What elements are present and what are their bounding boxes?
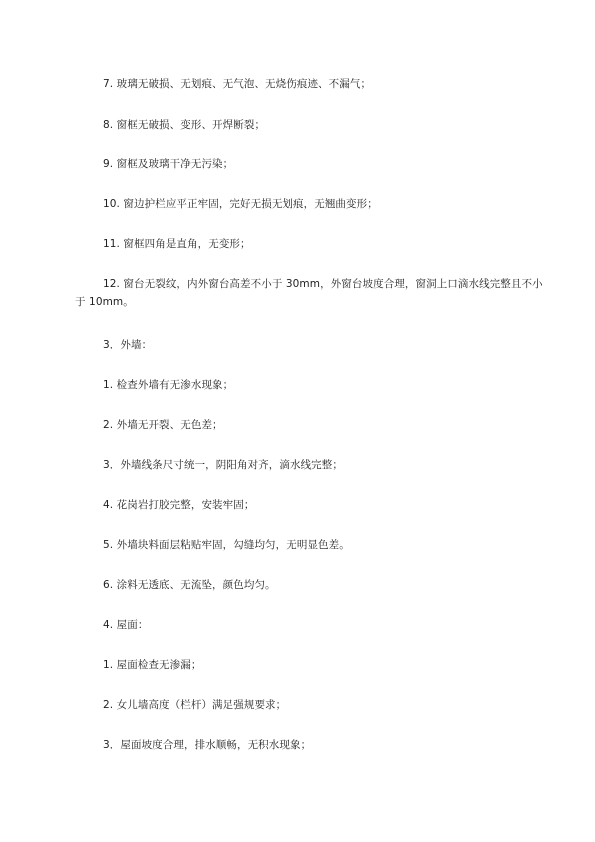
roof-item-3: 3．屋面坡度合理，排水顺畅，无积水现象；: [103, 739, 312, 751]
roof-item-1: 1. 屋面检查无渗漏；: [103, 659, 202, 671]
section-heading-exterior-wall: 3．外墙：: [103, 339, 153, 351]
list-item-8: 8. 窗框无破损、变形、开焊断裂；: [103, 119, 266, 131]
exterior-wall-item-6: 6. 涂料无透底、无流坠，颜色均匀。: [103, 579, 276, 591]
section-heading-roof: 4. 屋面：: [103, 619, 149, 631]
exterior-wall-item-1: 1. 检查外墙有无渗水现象；: [103, 379, 234, 391]
exterior-wall-item-2: 2. 外墙无开裂、无色差；: [103, 419, 223, 431]
exterior-wall-item-5: 5. 外墙块料面层粘贴牢固，勾缝均匀，无明显色差。: [103, 539, 350, 551]
roof-item-2: 2. 女儿墙高度（栏杆）满足强规要求；: [103, 699, 287, 711]
exterior-wall-item-4: 4. 花岗岩打胶完整，安装牢固；: [103, 499, 255, 511]
list-item-12: 12. 窗台无裂纹，内外窗台高差不小于 30mm，外窗台坡度合理，窗洞上口滴水线完整且不小于 10mm。: [75, 278, 543, 308]
list-item-9: 9. 窗框及玻璃干净无污染；: [103, 158, 234, 170]
list-item-7: 7. 玻璃无破损、无划痕、无气泡、无烧伤痕迹、不漏气；: [103, 78, 372, 90]
list-item-10: 10. 窗边护栏应平正牢固，完好无损无划痕，无翘曲变形；: [103, 198, 378, 210]
exterior-wall-item-3: 3．外墙线条尺寸统一，阴阳角对齐，滴水线完整；: [103, 459, 343, 471]
list-item-11: 11. 窗框四角是直角，无变形；: [103, 238, 251, 250]
